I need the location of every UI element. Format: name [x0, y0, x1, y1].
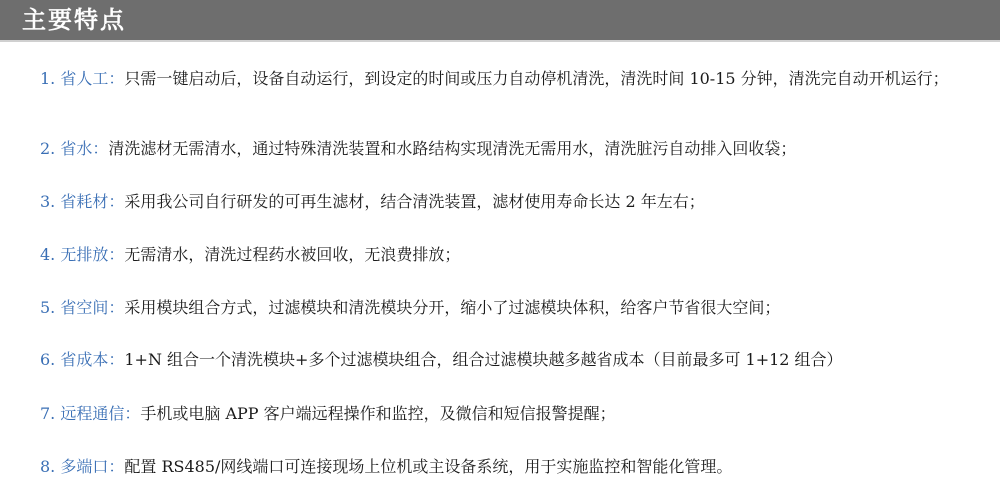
feature-label: 2. 省水： — [40, 139, 109, 158]
feature-label: 1. 省人工： — [40, 69, 125, 88]
feature-text: 清洗滤材无需清水，通过特殊清洗装置和水路结构实现清洗无需用水，清洗脏污自动排入回收袋； — [108, 139, 797, 158]
feature-item-labor — [40, 70, 965, 87]
feature-text: 无需清水，清洗过程药水被回收，无浪费排放； — [124, 245, 461, 264]
feature-text: 配置 RS485/网线端口可连接现场上位机或主设备系统，用于实施监控和智能化管理。 — [124, 457, 733, 476]
feature-text: 1+N 组合一个清洗模块+多个过滤模块组合，组合过滤模块越多越省成本（目前最多可 1+12 组合） — [124, 350, 843, 369]
feature-item-water — [40, 140, 965, 157]
feature-label: 3. 省耗材： — [40, 192, 125, 211]
feature-text: 手机或电脑 APP 客户端远程操作和监控，及微信和短信报警提醒； — [140, 404, 616, 423]
feature-item-no-discharge — [40, 246, 965, 263]
feature-label: 8. 多端口： — [40, 457, 125, 476]
section-title: 主要特点 — [22, 6, 126, 34]
feature-text: 采用我公司自行研发的可再生滤材，结合清洗装置，滤材使用寿命长达 2 年左右； — [124, 192, 705, 211]
feature-item-consumables — [40, 193, 965, 210]
feature-text: 只需一键启动后，设备自动运行，到设定的时间或压力自动停机清洗，清洗时间 10-15 分钟，清洗完自动开机运行； — [124, 69, 949, 88]
feature-item-space — [40, 299, 965, 316]
feature-text: 采用模块组合方式，过滤模块和清洗模块分开，缩小了过滤模块体积，给客户节省很大空间； — [124, 298, 781, 317]
feature-label: 7. 远程通信： — [40, 404, 141, 423]
feature-item-remote — [40, 405, 965, 422]
feature-item-ports — [40, 458, 965, 475]
feature-item-cost — [40, 351, 965, 368]
feature-label: 5. 省空间： — [40, 298, 125, 317]
feature-label: 6. 省成本： — [40, 350, 125, 369]
feature-label: 4. 无排放： — [40, 245, 125, 264]
